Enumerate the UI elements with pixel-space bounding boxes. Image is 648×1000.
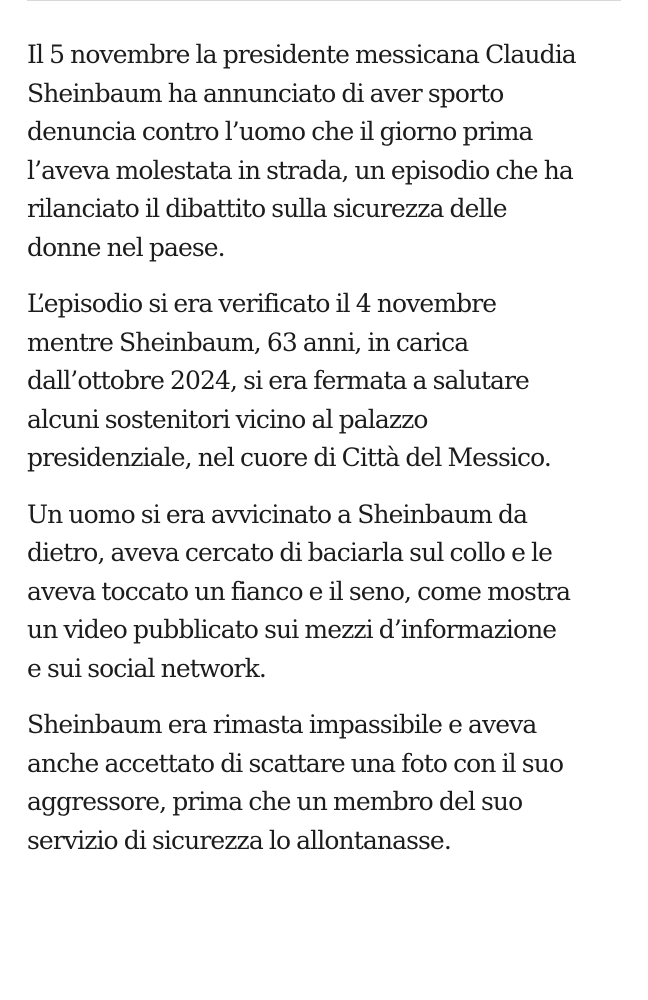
text-line: denuncia contro l’uomo che il giorno prima xyxy=(27,117,533,146)
text-line: aveva toccato un fianco e il seno, come mostra xyxy=(27,576,571,606)
text-line: rilanciato il dibattito sulla sicurezza delle xyxy=(27,194,507,223)
text-line: presidenziale, nel cuore di Città del Messico. xyxy=(27,443,551,472)
text-line: dall’ottobre 2024, si era fermata a salutare xyxy=(27,366,529,395)
text-line: e sui social network. xyxy=(27,653,266,683)
text-line: mentre Sheinbaum, 63 anni, in carica xyxy=(27,327,469,357)
article-paragraph-3 xyxy=(27,496,627,689)
article-paragraph-2 xyxy=(27,285,627,478)
text-line: aggressore, prima che un membro del suo xyxy=(27,787,523,816)
text-line: Sheinbaum ha annunciato di aver sporto xyxy=(27,78,504,108)
top-divider xyxy=(27,0,621,1)
article-body xyxy=(27,36,627,878)
article-paragraph-4 xyxy=(27,706,627,860)
text-line: anche accettato di scattare una foto con il suo xyxy=(27,748,564,778)
text-line: dietro, aveva cercato di baciarla sul collo e le xyxy=(27,538,553,567)
text-line: Un uomo si era avvicinato a Sheinbaum da xyxy=(27,499,528,529)
text-line: alcuni sostenitori vicino al palazzo xyxy=(27,404,428,434)
text-line: L’episodio si era verificato il 4 novembre xyxy=(27,289,497,318)
text-line: Il 5 novembre la presidente messicana Claudia xyxy=(27,40,576,69)
text-line: un video pubblicato sui mezzi d’informazione xyxy=(27,615,557,644)
text-line: donne nel paese. xyxy=(27,232,225,262)
text-line: l’aveva molestata in strada, un episodio che ha xyxy=(27,155,573,185)
text-line: Sheinbaum era rimasta impassibile e aveva xyxy=(27,710,537,739)
article-paragraph-1 xyxy=(27,36,627,267)
text-line: servizio di sicurezza lo allontanasse. xyxy=(27,825,451,855)
